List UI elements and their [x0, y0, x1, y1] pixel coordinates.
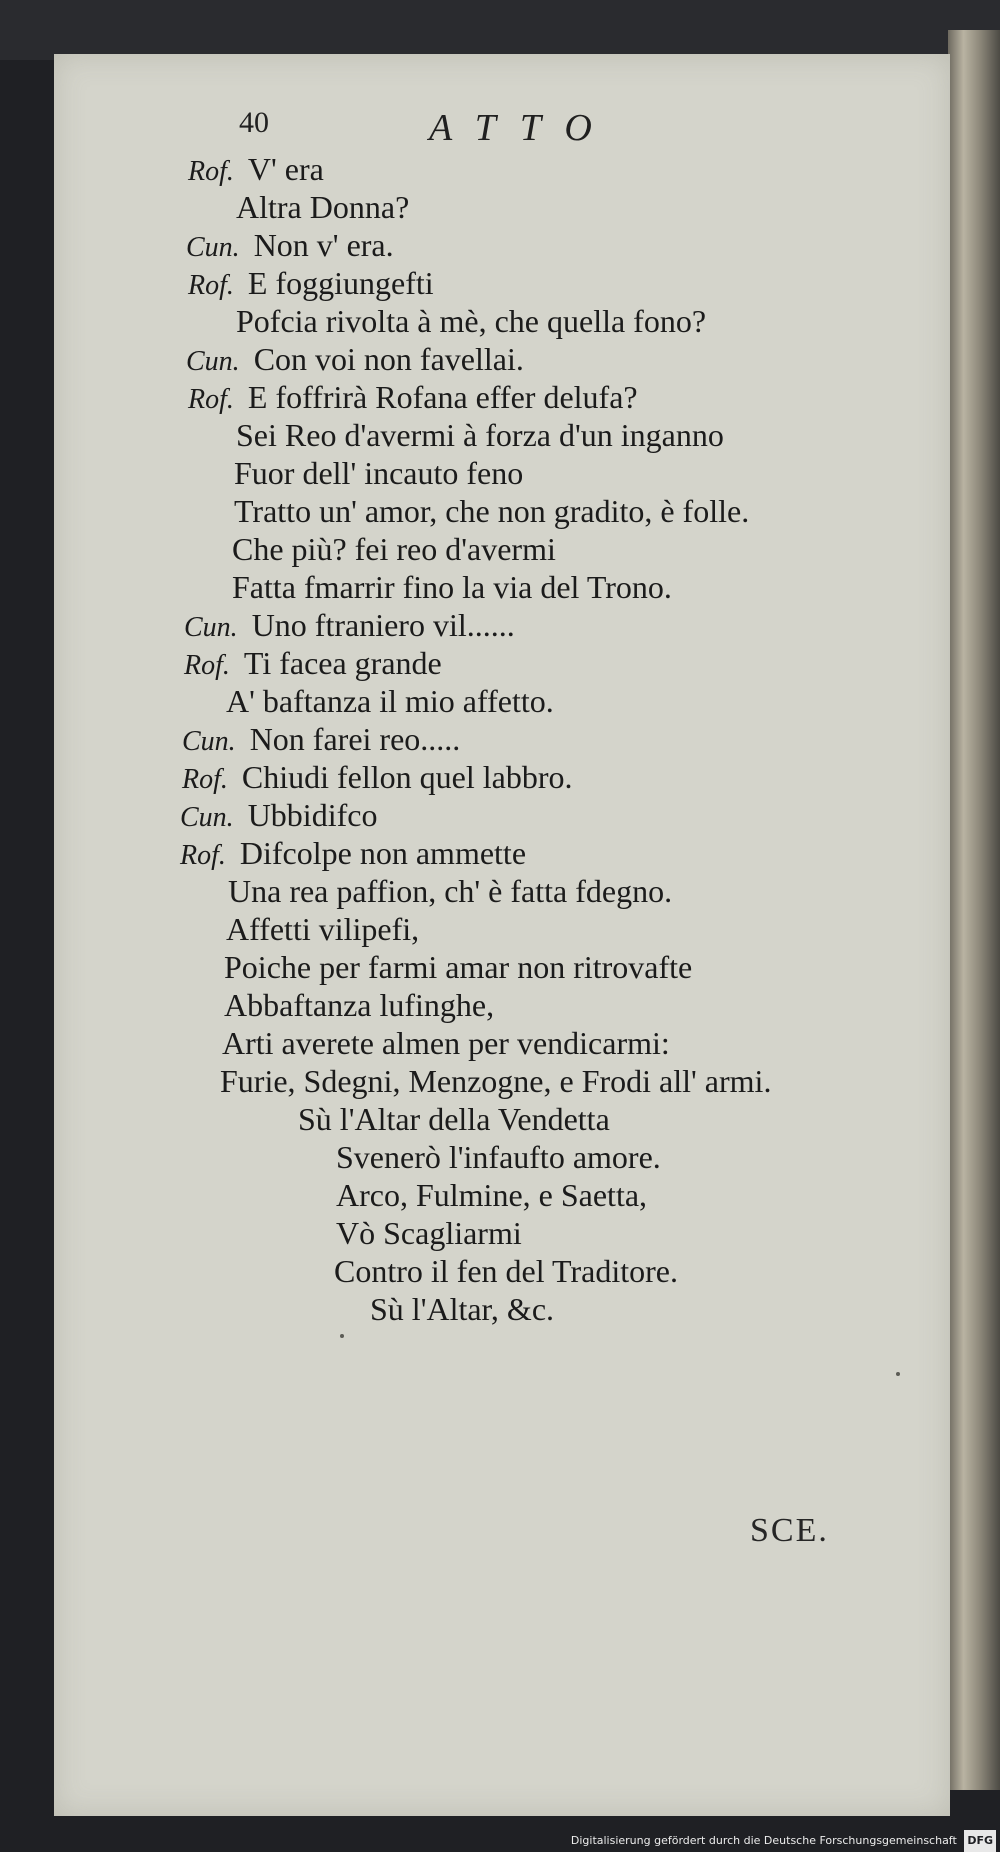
line-text: Contro il fen del Traditore.	[334, 1253, 678, 1289]
verse-line	[186, 226, 394, 264]
verse-line	[370, 1290, 554, 1328]
verse-line	[228, 872, 672, 910]
verse-line	[234, 492, 749, 530]
speaker-label: Cun.	[186, 232, 240, 263]
verse-line	[336, 1176, 647, 1214]
verse-line	[236, 188, 409, 226]
line-text: Con voi non favellai.	[253, 341, 524, 377]
catchword: SCE.	[750, 1512, 829, 1549]
speaker-label: Rof.	[188, 384, 234, 415]
verse-line	[182, 758, 573, 796]
verse-line	[232, 530, 556, 568]
verse-line	[224, 948, 692, 986]
line-text: Tratto un' amor, che non gradito, è folle.	[234, 493, 750, 529]
speaker-label: Rof.	[182, 764, 228, 795]
page-number: 40	[239, 106, 269, 139]
dfg-logo: DFG	[964, 1830, 996, 1852]
credit-text: Digitalisierung gefördert durch die Deutsche Forschungsgemeinschaft	[570, 1834, 957, 1847]
line-text: Affetti vilipefi,	[226, 911, 420, 947]
paper-speck	[340, 1334, 344, 1338]
speaker-label: Rof.	[180, 840, 226, 871]
speaker-label: Rof.	[188, 156, 234, 187]
verse-line	[226, 910, 419, 948]
scan-backdrop	[0, 0, 1000, 60]
line-text: Difcolpe non ammette	[239, 835, 527, 871]
line-text: E foffrirà Rofana effer delufa?	[247, 379, 638, 415]
verse-line	[180, 796, 377, 834]
line-text: Non farei reo.....	[249, 721, 461, 757]
line-text: Ti facea grande	[243, 645, 442, 681]
verse-line	[182, 720, 460, 758]
line-text: Arti averete almen per vendicarmi:	[222, 1025, 670, 1061]
verse-line	[336, 1214, 522, 1252]
line-text: Ubbidifco	[247, 797, 378, 833]
line-text: Chiudi fellon quel labbro.	[241, 759, 573, 795]
book-page	[54, 54, 950, 1816]
line-text: Una rea paffion, ch' è fatta fdegno.	[228, 873, 673, 909]
line-text: Sei Reo d'avermi à forza d'un inganno	[236, 417, 724, 453]
speaker-label: Cun.	[182, 726, 236, 757]
line-text: Sù l'Altar, &c.	[370, 1291, 555, 1327]
line-text: E foggiungefti	[247, 265, 434, 301]
line-text: Sù l'Altar della Vendetta	[298, 1101, 610, 1137]
line-text: Che più? fei reo d'avermi	[232, 531, 556, 567]
verse-line	[236, 302, 706, 340]
line-text: Fatta fmarrir fino la via del Trono.	[232, 569, 672, 605]
running-head: ATTO	[429, 107, 616, 149]
verse-line	[184, 606, 515, 644]
line-text: Furie, Sdegni, Menzogne, e Frodi all' armi.	[220, 1063, 772, 1099]
speaker-label: Cun.	[186, 346, 240, 377]
verse-line	[222, 1024, 670, 1062]
line-text: Uno ftraniero vil......	[251, 607, 515, 643]
verse-line	[232, 568, 672, 606]
speaker-label: Rof.	[188, 270, 234, 301]
verse-line	[336, 1138, 661, 1176]
paper-speck	[896, 1372, 900, 1376]
speaker-label: Rof.	[184, 650, 230, 681]
verse-line	[186, 340, 524, 378]
verse-line	[234, 454, 523, 492]
digitization-credit	[0, 1830, 996, 1852]
verse-line	[334, 1252, 678, 1290]
line-text: Pofcia rivolta à mè, che quella fono?	[236, 303, 707, 339]
line-text: Abbaftanza lufinghe,	[224, 987, 495, 1023]
book-page-edge	[948, 30, 1000, 1790]
line-text: Arco, Fulmine, e Saetta,	[336, 1177, 648, 1213]
line-text: Svenerò l'infaufto amore.	[336, 1139, 661, 1175]
verse-line	[220, 1062, 771, 1100]
line-text: Fuor dell' incauto feno	[234, 455, 524, 491]
verse-line	[188, 378, 638, 416]
verse-line	[226, 682, 554, 720]
speaker-label: Cun.	[184, 612, 238, 643]
verse-line	[236, 416, 724, 454]
verse-line	[298, 1100, 610, 1138]
line-text: Poiche per farmi amar non ritrovafte	[224, 949, 693, 985]
line-text: Altra Donna?	[236, 189, 410, 225]
verse-line	[188, 264, 434, 302]
line-text: V' era	[247, 151, 324, 187]
verse-line	[180, 834, 526, 872]
verse-line	[188, 150, 324, 188]
line-text: Non v' era.	[253, 227, 394, 263]
verse-line	[184, 644, 442, 682]
speaker-label: Cun.	[180, 802, 234, 833]
verse-line	[224, 986, 494, 1024]
line-text: Vò Scagliarmi	[336, 1215, 522, 1251]
line-text: A' baftanza il mio affetto.	[226, 683, 554, 719]
